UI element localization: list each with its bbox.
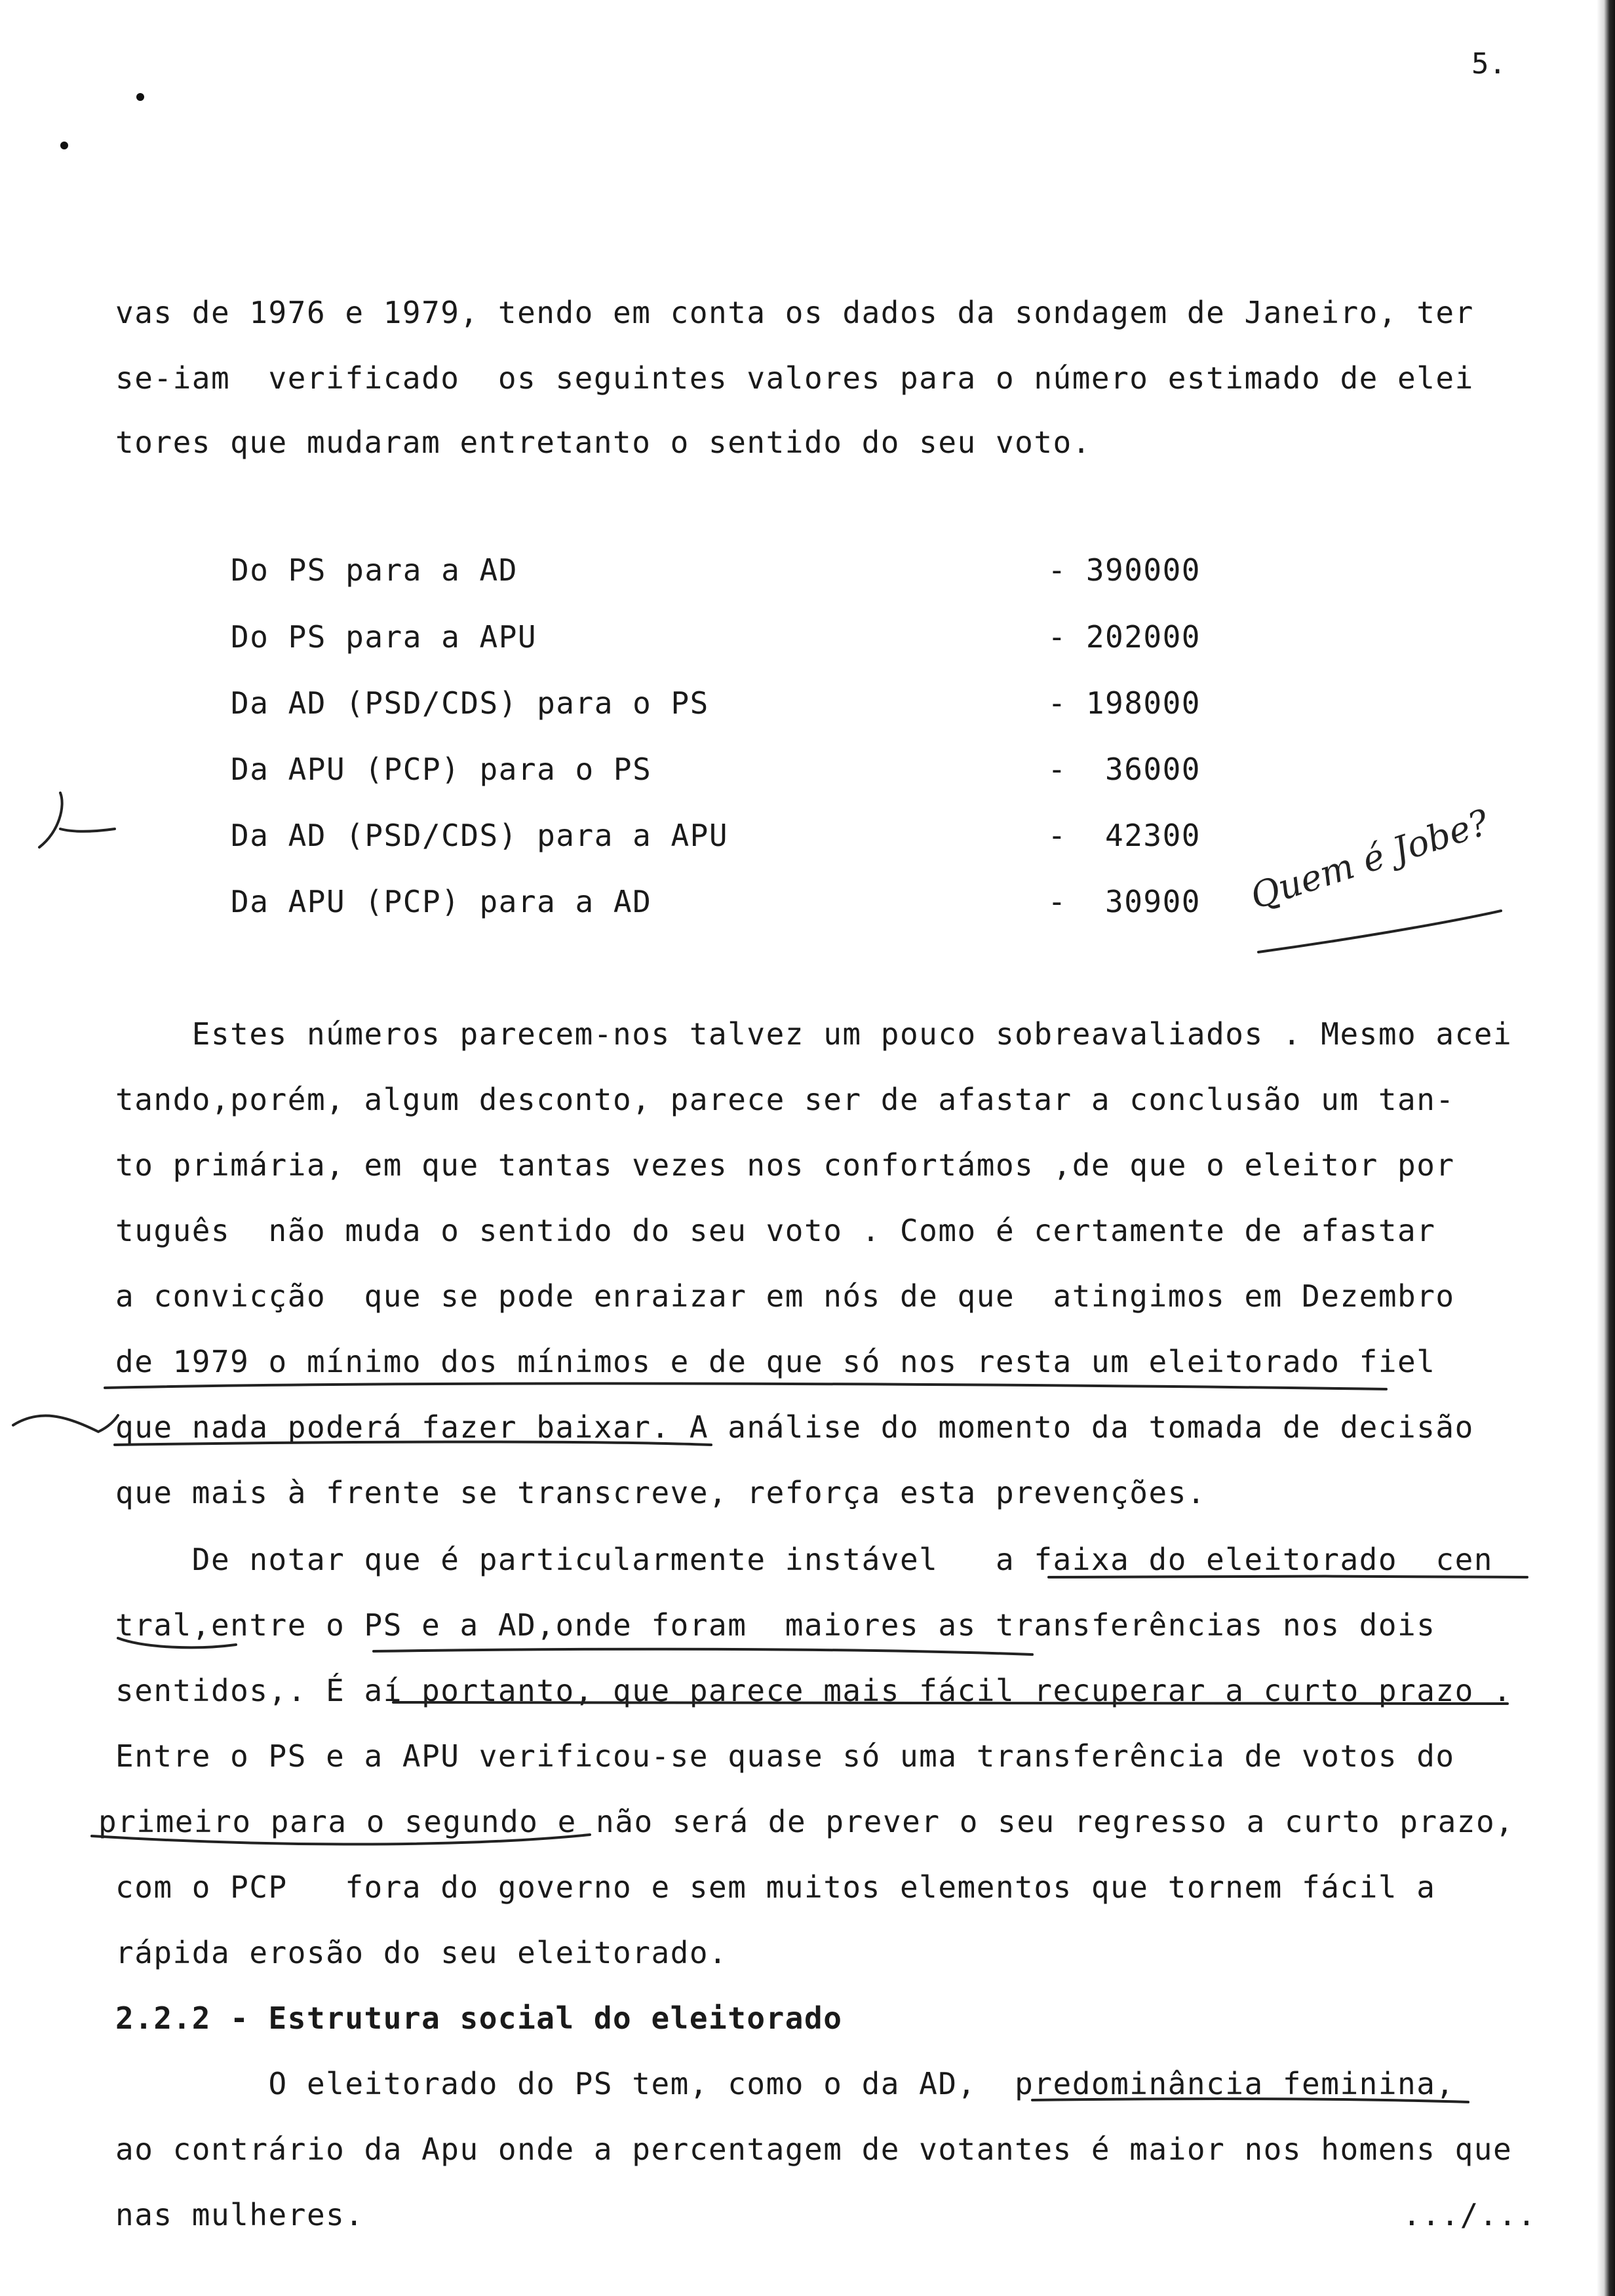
- paragraph-line: a convicção que se pode enraizar em nós de que atingimos em Dezembro: [115, 1278, 1455, 1314]
- transfer-row: [231, 884, 1201, 923]
- paragraph-line: Entre o PS e a APU verificou-se quase só uma transferência de votos do: [115, 1738, 1455, 1774]
- page-number: 5.: [1471, 47, 1506, 81]
- paragraph-line: de 1979 o mínimo dos mínimos e de que só nos resta um eleitorado fiel: [115, 1344, 1436, 1379]
- transfer-row: [231, 552, 1201, 592]
- transfer-value: - 390000: [1047, 552, 1201, 588]
- transfer-label: Da AD (PSD/CDS) para a APU: [231, 818, 729, 853]
- margin-tick-mark: [39, 793, 115, 847]
- transfer-value: - 198000: [1047, 685, 1201, 721]
- paragraph-line: tuguês não muda o sentido do seu voto . Como é certamente de afastar: [115, 1213, 1436, 1248]
- intro-line: tores que mudaram entretanto o sentido do seu voto.: [115, 425, 1091, 460]
- section-heading: 2.2.2 - Estrutura social do eleitorado: [115, 2000, 843, 2036]
- scan-binding-edge: [1597, 0, 1615, 2296]
- paragraph-line: nas mulheres.: [115, 2197, 364, 2232]
- paragraph-line: rápida erosão do seu eleitorado.: [115, 1935, 728, 1970]
- underline-mark: [374, 1649, 1032, 1655]
- transfer-value: - 42300: [1047, 818, 1201, 853]
- transfer-row: [231, 752, 1201, 791]
- transfer-value: - 202000: [1047, 619, 1201, 655]
- transfer-label: Do PS para a APU: [231, 619, 537, 655]
- transfer-row: [231, 685, 1201, 725]
- transfer-row: [231, 619, 1201, 659]
- transfer-label: Da APU (PCP) para o PS: [231, 752, 652, 787]
- paragraph-line: que mais à frente se transcreve, reforça esta prevenções.: [115, 1475, 1207, 1510]
- intro-line: vas de 1976 e 1979, tendo em conta os dados da sondagem de Janeiro, ter: [115, 295, 1474, 330]
- paragraph-line: ao contrário da Apu onde a percentagem de votantes é maior nos homens que: [115, 2132, 1513, 2167]
- paragraph-line: O eleitorado do PS tem, como o da AD, predominância feminina,: [115, 2066, 1455, 2101]
- transfer-label: Da AD (PSD/CDS) para o PS: [231, 685, 709, 721]
- underline-mark: [105, 1383, 1386, 1389]
- continuation-mark: .../...: [1403, 2197, 1537, 2232]
- paragraph-line: Estes números parecem-nos talvez um pouco sobreavaliados . Mesmo acei: [115, 1016, 1513, 1052]
- transfer-value: - 30900: [1047, 884, 1201, 919]
- paragraph-line: tando,porém, algum desconto, parece ser de afastar a conclusão um tan-: [115, 1082, 1455, 1117]
- intro-line: se-iam verificado os seguintes valores para o número estimado de elei: [115, 360, 1474, 396]
- paragraph-line: to primária, em que tantas vezes nos confortámos ,de que o eleitor por: [115, 1147, 1455, 1183]
- handwritten-note: Quem é Jobe?: [1245, 801, 1494, 917]
- paragraph-line: sentidos,. É aí portanto, que parece mais fácil recuperar a curto prazo .: [115, 1673, 1513, 1708]
- paragraph-line: De notar que é particularmente instável a faixa do eleitorado cen: [115, 1542, 1493, 1577]
- margin-squiggle-mark: [13, 1415, 118, 1432]
- paragraph-line: com o PCP fora do governo e sem muitos elementos que tornem fácil a: [115, 1869, 1436, 1905]
- transfer-row: [231, 818, 1201, 857]
- transfer-value: - 36000: [1047, 752, 1201, 787]
- note-underline-mark: [1258, 911, 1501, 952]
- paragraph-line: tral,entre o PS e a AD,onde foram maiores as transferências nos dois: [115, 1607, 1436, 1643]
- paragraph-line: que nada poderá fazer baixar. A análise do momento da tomada de decisão: [115, 1409, 1474, 1445]
- ink-dot-mark: [60, 142, 68, 149]
- transfer-label: Do PS para a AD: [231, 552, 518, 588]
- transfer-label: Da APU (PCP) para a AD: [231, 884, 652, 919]
- ink-dot-mark: [136, 93, 144, 101]
- paragraph-line: primeiro para o segundo e não será de prever o seu regresso a curto prazo,: [98, 1804, 1515, 1839]
